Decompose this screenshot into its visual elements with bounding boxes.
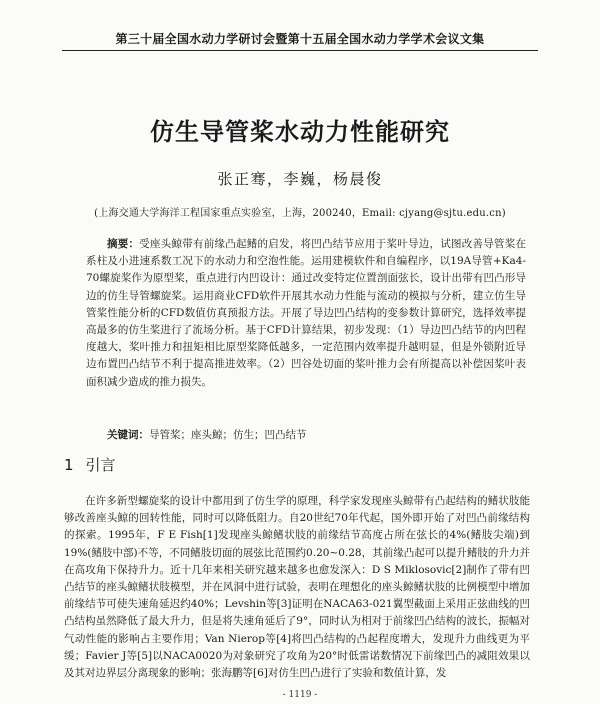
running-header: 第三十届全国水动力学研讨会暨第十五届全国水动力学学术会议文集 (115, 32, 485, 46)
section-heading (64, 454, 116, 475)
section-number: 1 (64, 456, 74, 474)
header-divider (62, 50, 538, 51)
page-number: - 1119 - (282, 690, 318, 700)
body-paragraph: 在许多新型螺旋桨的设计中都用到了仿生学的原理，科学家发现座头鲸带有凸起结构的鳍状肢能够改善座头鲸的回转性能，同时可以降低阻力。自20世纪70年代起，国外即开始了对凹凸前缘结构的探索。1995年，F E Fish[1]发现座头鲸鳍状肢的前缘结节高度占所在弦长的4%(鳍肢尖端)到19%(鳍肢中部)不等，不同鳍肢切面的展弦比范围约0.20~0.28，其前缘凸起可以提升鳍肢的升力并在高攻角下保持升力。近十几年来相关研究越来越多也愈发深入：D S Miklosovic[2]制作了带有凹凸结节的座头鲸鳍状肢模型，并在风洞中进行试验，表明在理想化的座头鲸鳍状肢的比例模型中增加前缘结节可使失速角延迟约40%；Levshin等[3]证明在NACA63-021翼型截面上采用正弦曲线的凹凸结构虽然降低了最大升力，但是将失速角延后了9°，同时认为相对于前缘凹凸结构的波长，振幅对气动性能的影响占主要作用；Van Nierop等[4]将凹凸结构的凸起程度增大，发现升力曲线更为平缓；Favier J等[5]以NACA0020为对象研究了攻角为20°时低雷诺数情况下前缘凹凸的减阻效果以及其对边界层分离现象的影响；张海鹏等[6]对仿生凹凸进行了实验和数值计算，发 (64, 495, 530, 680)
abstract-label: 摘要： (107, 238, 140, 250)
keywords (86, 427, 526, 442)
paper-authors: 张正骞，李巍，杨晨俊 (217, 170, 383, 188)
keywords-text: 导管桨；座头鲸；仿生；凹凸结节 (149, 429, 307, 441)
section-title: 引言 (85, 456, 116, 474)
paper-affiliation: (上海交通大学海洋工程国家重点实验室，上海，200240，Email: cjyang@sjtu.edu.cn) (94, 208, 506, 219)
abstract-text: 受座头鲸带有前缘凸起鳍的启发，将凹凸结节应用于桨叶导边，试图改善导管桨在系柱及小进速系数工况下的水动力和空泡性能。运用建模软件和自编程序，以19A导管+Ka4-70螺旋桨作为原型桨，重点进行内凹设计：通过改变特定位置剖面弦长，设计出带有凹凸形导边的仿生导管螺旋桨。运用商业CFD软件开展其水动力性能与流动的模拟与分析，建立仿生导管桨性能分析的CFD数值仿真预报方法。开展了导边凹凸结构的变参数计算研究，选择效率提高最多的仿生桨进行了流场分析。基于CFD计算结果，初步发现：（1）导边凹凸结节的内凹程度越大，桨叶推力和扭矩相比原型桨降低越多，一定范围内效率提升越明显，但是外锁附近导边布置凹凸结节不利于提高推进效率。（2）凹谷处切面的桨叶推力会有所提高以补偿因桨叶表面积减少造成的推力损失。 (86, 238, 526, 388)
keywords-label: 关键词： (107, 429, 149, 441)
abstract (86, 236, 526, 391)
paper-title: 仿生导管桨水动力性能研究 (150, 118, 450, 146)
